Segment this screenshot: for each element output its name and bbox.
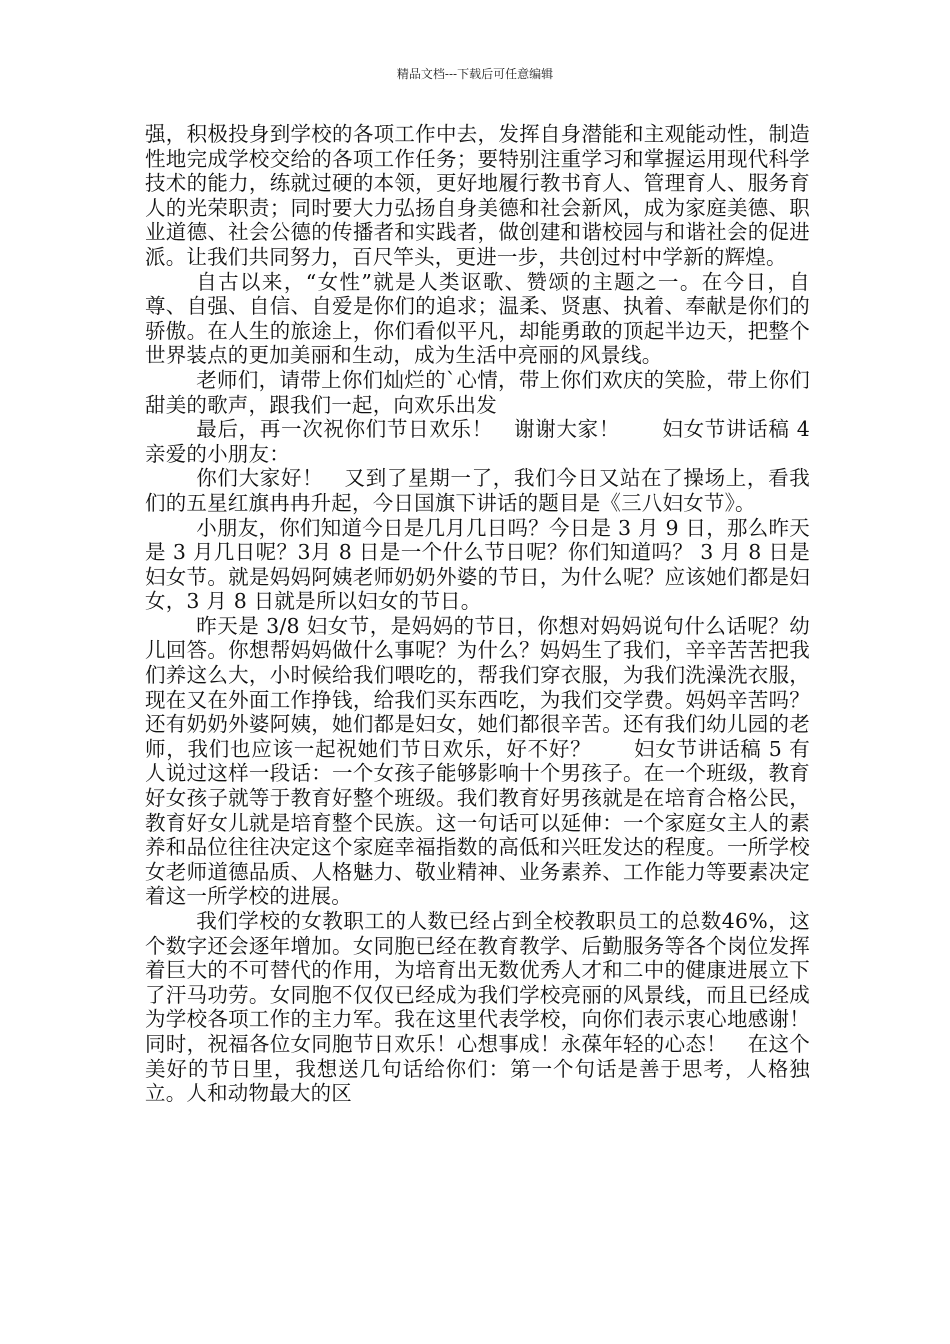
paragraph-5: 你们大家好！ 又到了星期一了，我们今日又站在了操场上，看我们的五星红旗冉冉升起，今日国旗下讲话的题目是《三八妇女节》。 bbox=[145, 466, 810, 515]
paragraph-6: 小朋友，你们知道今日是几月几日吗？今日是 3 月 9 日，那么昨天是 3 月几日呢？3月 8 日是一个什么节日呢？你们知道吗？ 3 月 8 日是妇女节。就是妈妈阿姨老师奶奶外婆的节日，为什么呢？应该她们都是妇女，3 月 8 日就是所以妇女的节日。 bbox=[145, 515, 810, 614]
paragraph-1: 强，积极投身到学校的各项工作中去，发挥自身潜能和主观能动性，制造性地完成学校交给的各项工作任务；要特别注重学习和掌握运用现代科学技术的能力，练就过硬的本领，更好地履行教书育人、管理育人、服务育人的光荣职责；同时要大力弘扬自身美德和社会新风，成为家庭美德、职业道德、社会公德的传播者和实践者，做创建和谐校园与和谐社会的促进派。让我们共同努力，百尺竿头，更进一步，共创过村中学新的辉煌。 bbox=[145, 122, 810, 269]
paragraph-2: 自古以来，“女性”就是人类讴歌、赞颂的主题之一。在今日，自尊、自强、自信、自爱是你们的追求；温柔、贤惠、执着、奉献是你们的骄傲。在人生的旅途上，你们看似平凡，却能勇敢的顶起半边天，把整个世界装点的更加美丽和生动，成为生活中亮丽的风景线。 bbox=[145, 269, 810, 368]
paragraph-8: 我们学校的女教职工的人数已经占到全校教职员工的总数46%，这个数字还会逐年增加。女同胞已经在教育教学、后勤服务等各个岗位发挥着巨大的不可替代的作用，为培育出无数优秀人才和二中的健康进展立下了汗马功劳。女同胞不仅仅已经成为我们学校亮丽的风景线，而且已经成为学校各项工作的主力军。我在这里代表学校，向你们表示衷心地感谢！同时，祝福各位女同胞节日欢乐！心想事成！永葆年轻的心态！ 在这个美好的节日里，我想送几句话给你们：第一个句话是善于思考，人格独立。人和动物最大的区 bbox=[145, 909, 810, 1106]
document-body bbox=[145, 122, 838, 1106]
paragraph-7: 昨天是 3/8 妇女节，是妈妈的节日，你想对妈妈说句什么话呢？幼儿回答。你想帮妈妈做什么事呢？为什么？妈妈生了我们，辛辛苦苦把我们养这么大，小时候给我们喂吃的，帮我们穿衣服，为我们洗澡洗衣服，现在又在外面工作挣钱，给我们买东西吃，为我们交学费。妈妈辛苦吗？ 还有奶奶外婆阿姨，她们都是妇女，她们都很辛苦。还有我们幼儿园的老师，我们也应该一起祝她们节日欢乐，好不好？ 妇女节讲话稿 5 有人说过这样一段话：一个女孩子能够影响十个男孩子。在一个班级，教育好女孩子就等于教育好整个班级。我们教育好男孩就是在培育合格公民，教育好女儿就是培育整个民族。这一句话可以延伸：一个家庭女主人的素养和品位往往决定这个家庭幸福指数的高低和兴旺发达的程度。一所学校女老师道德品质、人格魅力、敬业精神、业务素养、工作能力等要素决定着这一所学校的进展。 bbox=[145, 613, 831, 909]
paragraph-4: 最后，再一次祝你们节日欢乐！ 谢谢大家！ 妇女节讲话稿 4 亲爱的小朋友： bbox=[145, 417, 838, 466]
paragraph-3: 老师们，请带上你们灿烂的`心情，带上你们欢庆的笑脸，带上你们甜美的歌声，跟我们一起，向欢乐出发 bbox=[145, 367, 810, 417]
page-header: 精品文档---下载后可任意编辑 bbox=[396, 67, 554, 81]
